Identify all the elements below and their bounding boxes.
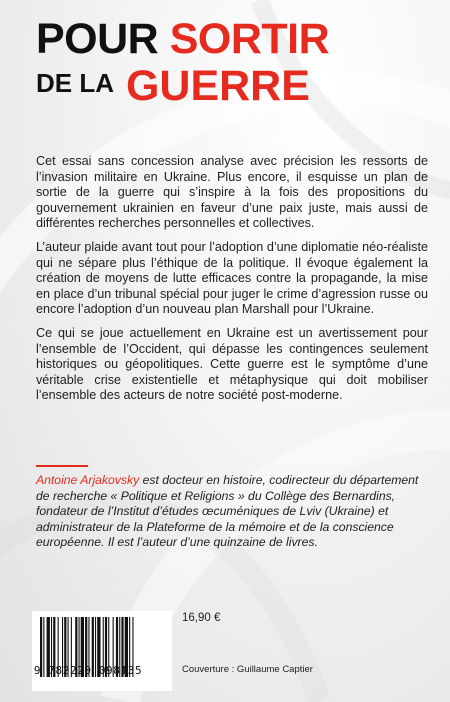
summary-paragraph-1: Cet essai sans concession analyse avec précision les ressorts de l’invasion militaire en Ukraine. Plus encore, il esquisse un plan de sortie de la guerre qui s’inspire à la fois des propositions du gouvernement ukrainien en faveur d’une paix juste, mais aussi de différentes recherches personnelles et collectives. [36, 154, 428, 231]
price: 16,90 € [182, 612, 221, 624]
author-name: Antoine Arjakovsky [36, 473, 140, 487]
author-bio-text: est docteur en histoire, codirecteur du département de recherche « Politique et Religions » du Collège des Bernardins, fondateur de l’Institut d’études œcuméniques de Lviv (Ukraine) et administrateur de la Plateforme de la mémoire et de la conscience européenne. Il est l’auteur d’une quinzaine de livres. [36, 473, 419, 549]
summary-text [36, 154, 428, 412]
cover-credit: Couverture : Guillaume Captier [182, 664, 313, 675]
book-title [36, 15, 426, 110]
author-bio [36, 473, 428, 551]
title-pour: POUR [36, 15, 159, 63]
title-sortir: SORTIR [169, 15, 330, 63]
barcode [32, 611, 172, 691]
title-de-la: DE LA [36, 68, 114, 98]
summary-paragraph-3: Ce qui se joue actuellement en Ukraine est un avertissement pour l’ensemble de l’Occident, qui dépasse les contingences seulement historiques ou géopolitiques. Cette guerre est le symptôme d’une véritable crise existentielle et métaphysique qui doit mobiliser l’ensemble des acteurs de notre société post-moderne. [36, 325, 428, 403]
title-guerre: GUERRE [125, 62, 310, 110]
barcode-number: 9 782220 098135 [33, 664, 143, 677]
summary-paragraph-2: L’auteur plaide avant tout pour l’adoption d’une diplomatie néo-réaliste qui ne sépare plus l’éthique de la politique. Il évoque également la création de moyens de lutte efficaces contre la propagande, la mise en place d’un tribunal spécial pour juger le crime d’agression russe ou encore l’adoption d’un nouveau plan Marshall pour l’Ukraine. [36, 239, 428, 317]
red-divider [36, 465, 88, 467]
